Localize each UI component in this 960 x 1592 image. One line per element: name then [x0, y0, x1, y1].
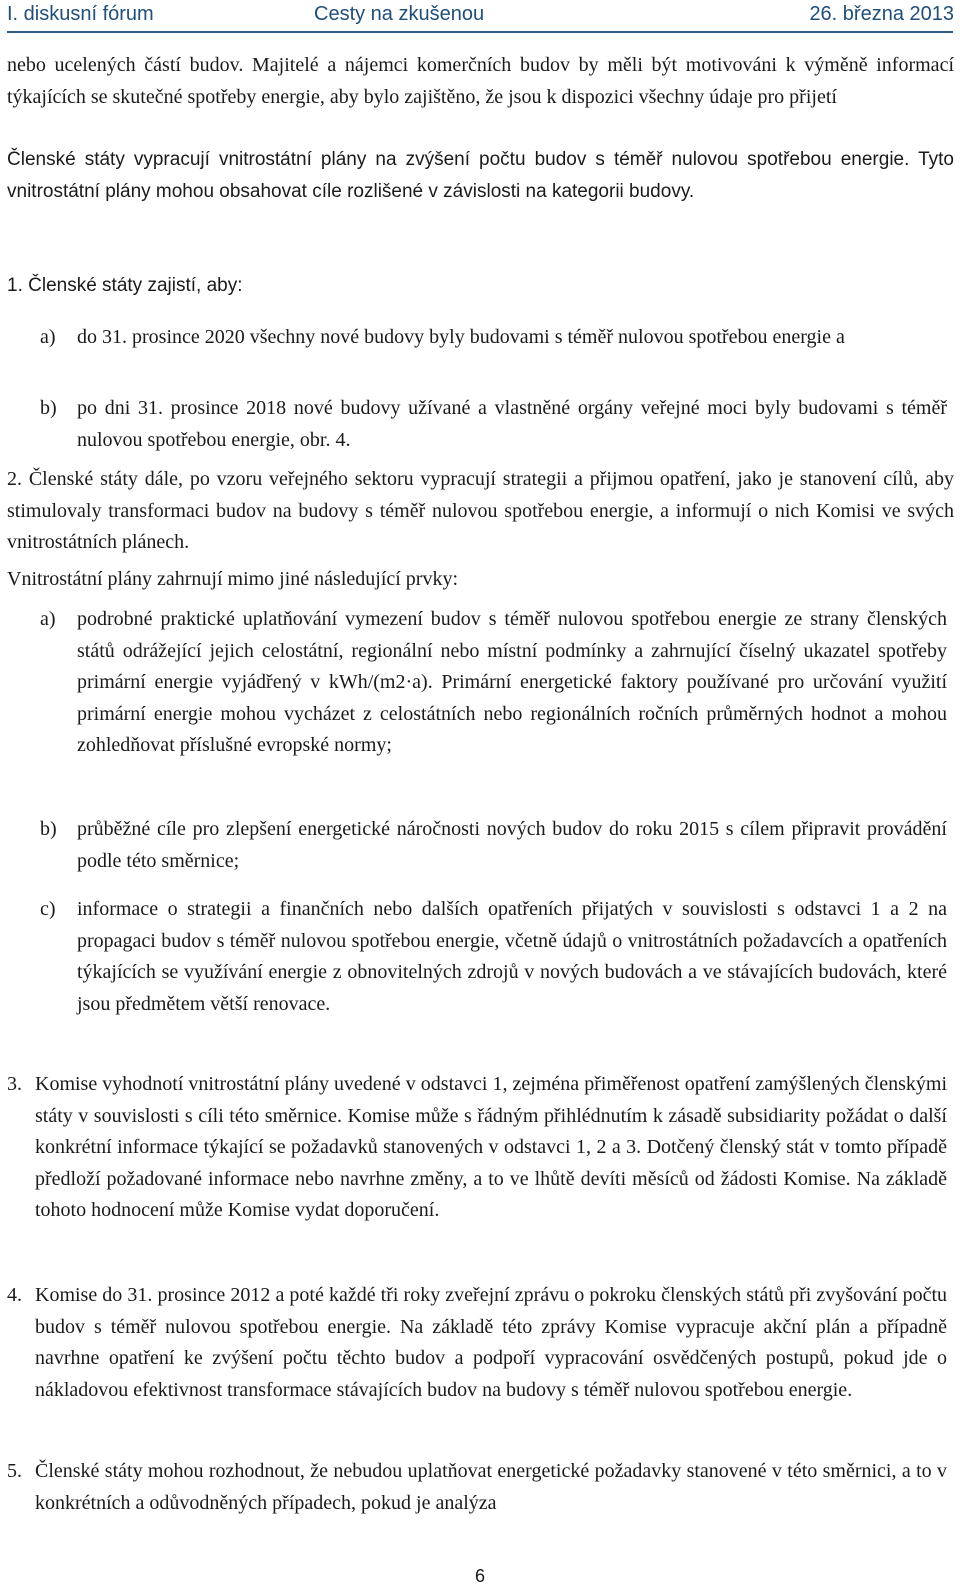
list2-label-a: a)	[40, 608, 56, 630]
numbered-paragraph-4: Komise do 31. prosince 2012 a poté každé tři roky zveřejní zprávu o pokroku členských států při zvyšování počtu budov s téměř nulovou spotřebou energie. Na základě této zprávy Komise vypracuje akční plán a případně navrhne opatření ke zvýšení počtu těchto budov a podpoří vypracování osvědčených postupů, pokud jde o nákladovou efektivnost transformace stávajících budov na budovy s téměř nulovou spotřebou energie.	[35, 1284, 947, 1401]
header-center: Cesty na zkušenou	[314, 3, 485, 25]
list2-label-b: b)	[40, 818, 57, 840]
numbered-label-5: 5.	[7, 1460, 22, 1482]
list2-item-c: informace o strategii a finančních nebo dalších opatřeních přijatých v souvislosti s odstavci 1 a 2 na propagaci budov s téměř nulovou spotřebou energie, včetně údajů o vnitrostátních požadavcích a opatřeních týkajících se využívání energie z obnovitelných zdrojů v nových budovách a ve stávajících budovách, které jsou předmětem větší renovace.	[77, 898, 947, 1015]
intro-paragraph-1: nebo ucelených částí budov. Majitelé a nájemci komerčních budov by měli být motivováni k výměně informací týkajících se skutečné spotřeby energie, aby bylo zajištěno, že jsou k dispozici všechny údaje pro přijetí	[7, 54, 954, 108]
list2-item-b: průběžné cíle pro zlepšení energetické náročnosti nových budov do roku 2015 s cílem připravit provádění podle této směrnice;	[77, 818, 947, 872]
intro-paragraph-3: 1. Členské státy zajistí, aby:	[7, 275, 243, 296]
list1-label-b: b)	[40, 397, 57, 419]
header-divider	[7, 31, 953, 33]
numbered-label-4: 4.	[7, 1284, 22, 1306]
list2-item-a: podrobné praktické uplatňování vymezení budov s téměř nulovou spotřebou energie ze strany členských států odrážející jejich celostátní, regionální nebo místní podmínky a zahrnující číselný ukazatel spotřeby primární energie vyjádřený v kWh/(m2·a). Primární energetické faktory používané pro určování využití primární energie mohou vycházet z celostátních nebo regionálních ročních průměrných hodnot a mohou zohledňovat příslušné evropské normy;	[77, 608, 947, 756]
plans-intro: Vnitrostátní plány zahrnují mimo jiné následující prvky:	[7, 568, 459, 590]
numbered-paragraph-5: Členské státy mohou rozhodnout, že nebudou uplatňovat energetické požadavky stanovené v této směrnici, a to v konkrétních a odůvodněných případech, pokud je analýza	[35, 1460, 947, 1514]
numbered-label-3: 3.	[7, 1073, 22, 1095]
list1-item-b: po dni 31. prosince 2018 nové budovy užívané a vlastněné orgány veřejné moci byly budovami s téměř nulovou spotřebou energie, obr. 4.	[77, 397, 947, 451]
page-header	[7, 0, 954, 32]
page-number: 6	[474, 1566, 485, 1586]
list2-label-c: c)	[40, 898, 56, 920]
header-left: I. diskusní fórum	[7, 3, 154, 25]
list1-label-a: a)	[40, 326, 56, 348]
list1-item-a: do 31. prosince 2020 všechny nové budovy byly budovami s téměř nulovou spotřebou energie a	[77, 326, 845, 348]
paragraph-2: 2. Členské státy dále, po vzoru veřejného sektoru vypracují strategii a přijmou opatření, jako je stanovení cílů, aby stimulovaly transformaci budov na budovy s téměř nulovou spotřebou energie, a informují o nich Komisi ve svých vnitrostátních plánech.	[7, 468, 954, 553]
intro-paragraph-2: Členské státy vypracují vnitrostátní plány na zvýšení počtu budov s téměř nulovou spotřebou energie. Tyto vnitrostátní plány mohou obsahovat cíle rozlišené v závislosti na kategorii budovy.	[7, 149, 954, 202]
numbered-paragraph-3: Komise vyhodnotí vnitrostátní plány uvedené v odstavci 1, zejména přiměřenost opatření zamýšlených členskými státy v souvislosti s cíli této směrnice. Komise může s řádným přihlédnutím k zásadě subsidiarity požádat o další konkrétní informace týkající se požadavků stanovených v odstavci 1, 2 a 3. Dotčený členský stát v tomto případě předloží požadované informace nebo navrhne změny, a to ve lhůtě devíti měsíců od žádosti Komise. Na základě tohoto hodnocení může Komise vydat doporučení.	[35, 1073, 947, 1221]
header-date: 26. března 2013	[809, 3, 954, 25]
